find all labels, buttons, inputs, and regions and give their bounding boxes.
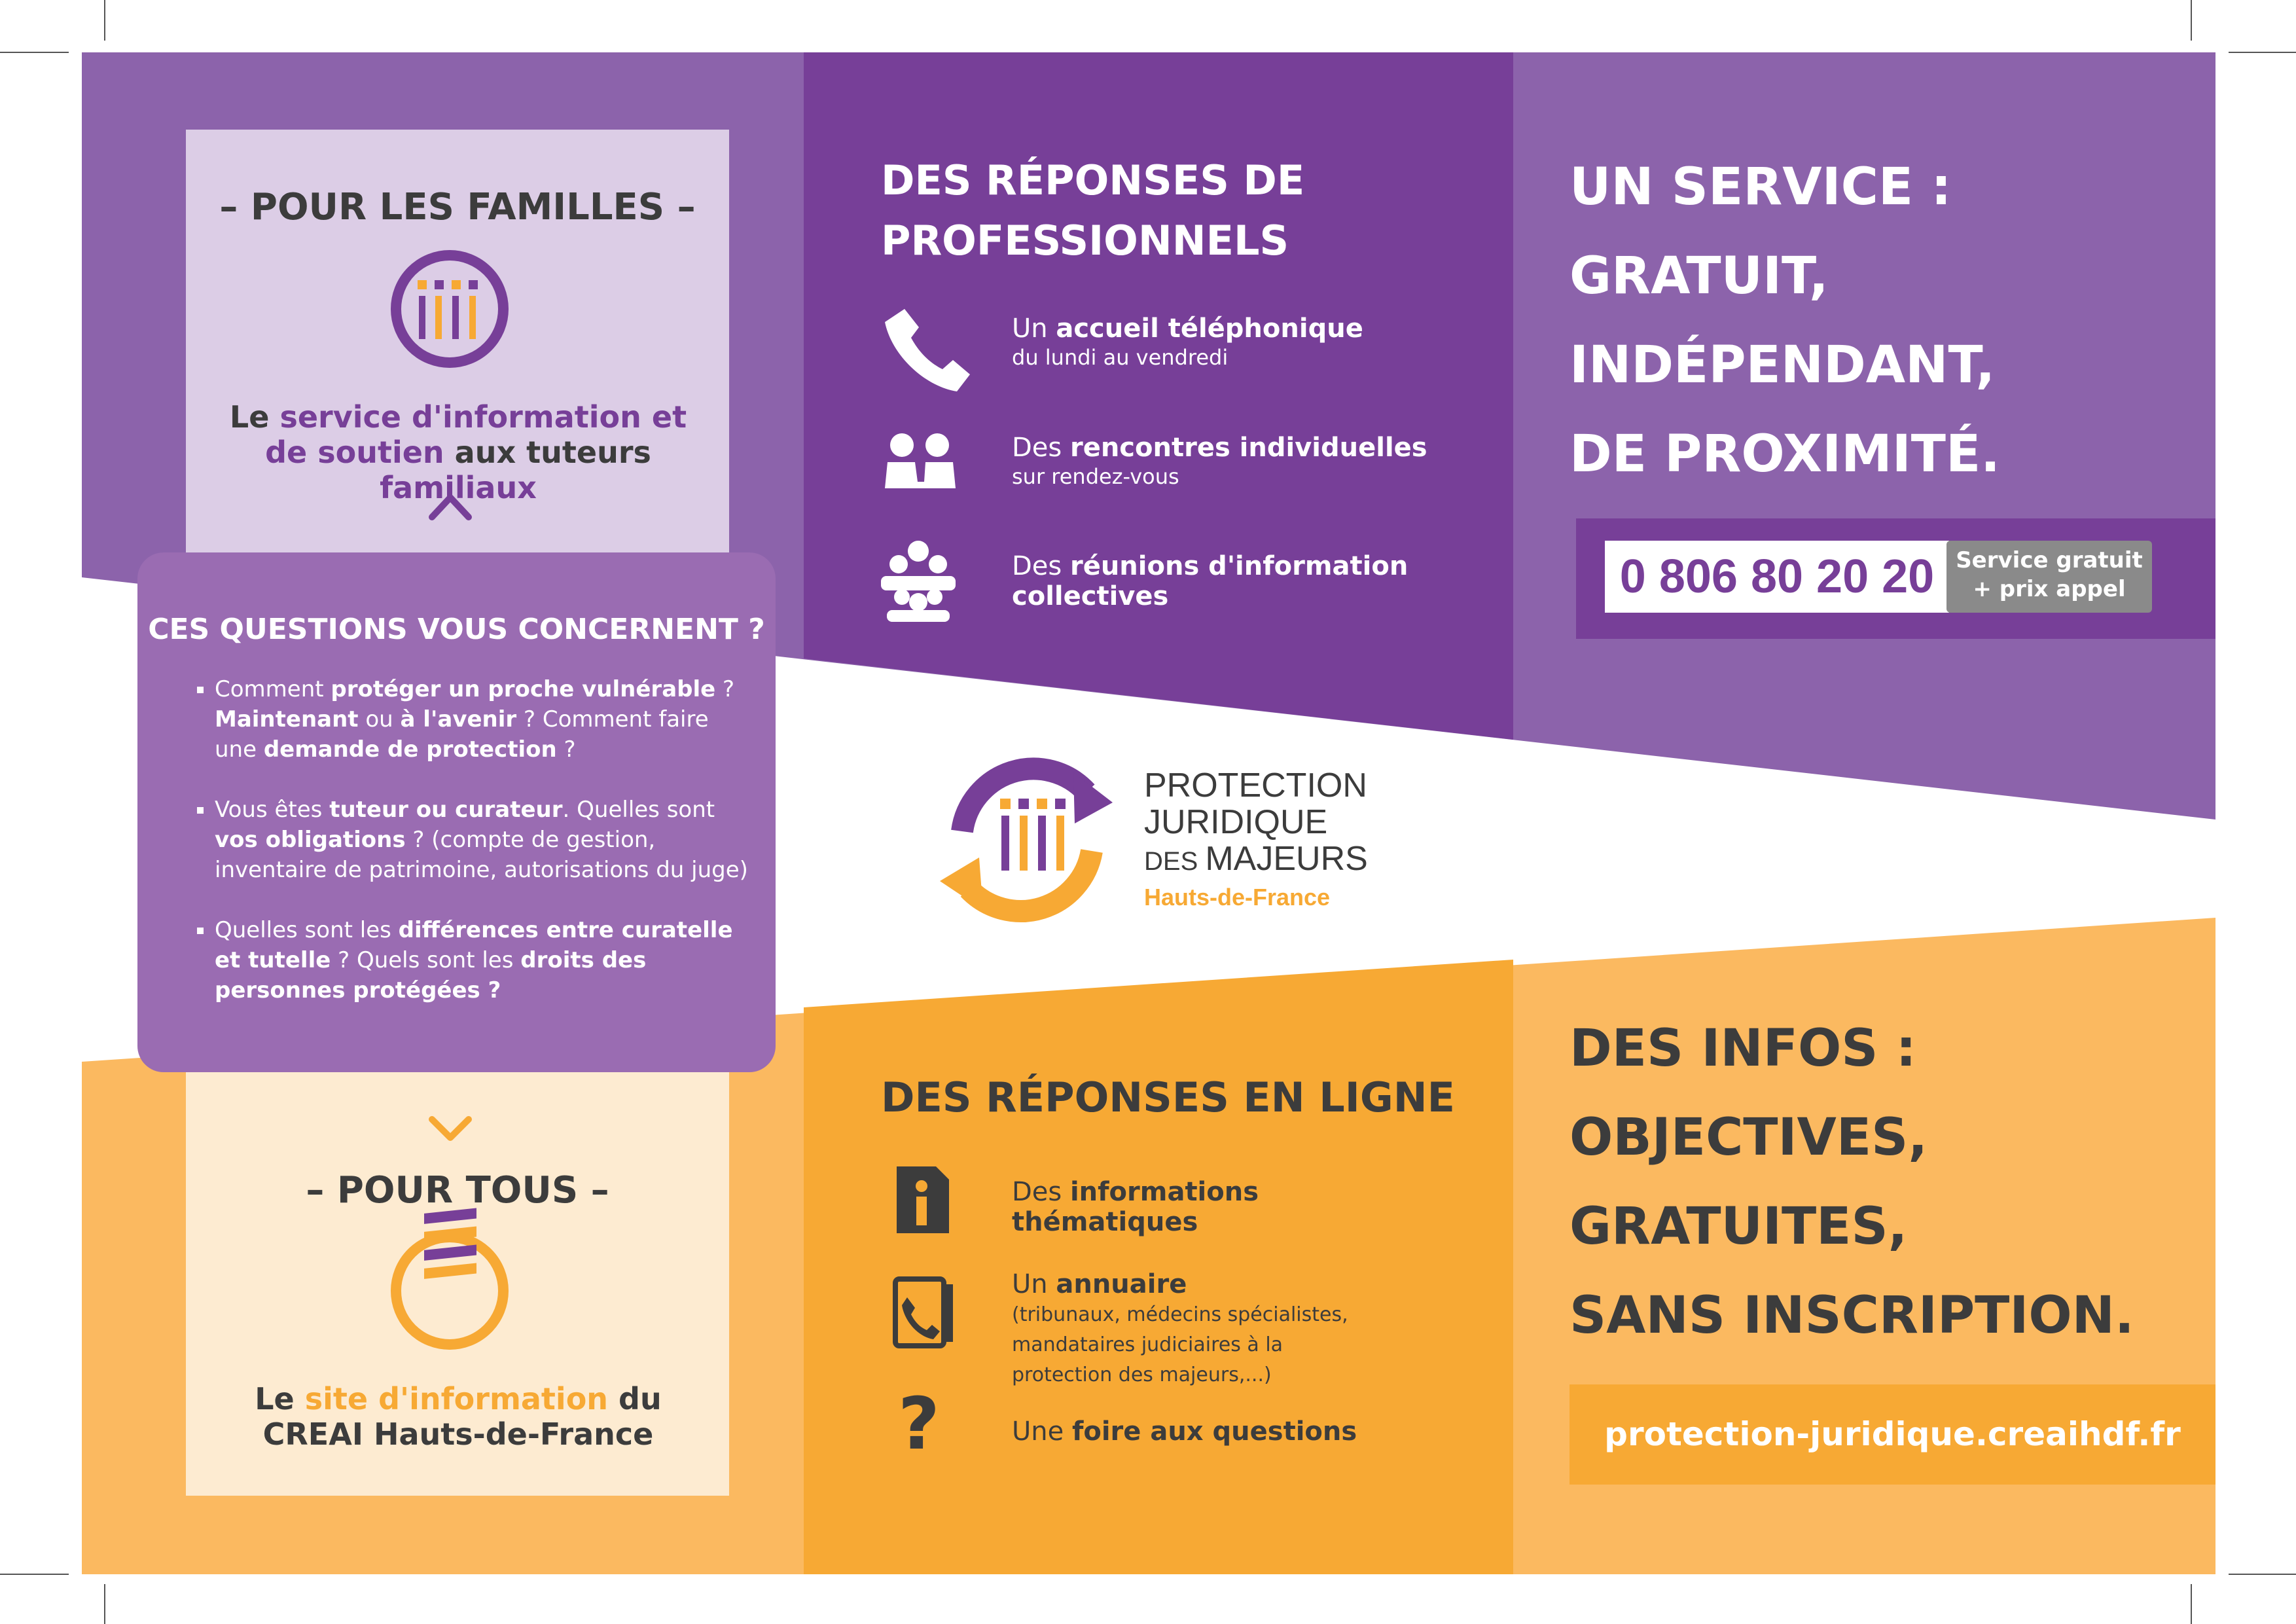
familles-description [216,399,700,505]
badge-line-2: + prix appel [1973,576,2126,602]
logo-region: Hauts-de-France [1144,884,1331,911]
phone-badge [1946,546,2152,604]
phone-number[interactable]: 0 806 80 20 20 [1619,550,1935,603]
online-title: DES RÉPONSES EN LIGNE [881,1074,1455,1121]
tous-description [236,1381,681,1452]
familles-desc-part2: service d'information et de soutien [265,399,687,470]
service-line-4: DE PROXIMITÉ. [1570,425,2000,484]
service-line-2: GRATUIT, [1570,247,1829,306]
logo-line-2: JURIDIQUE [1144,803,1328,841]
orange-middle-panel [804,960,1513,1574]
info-icon [897,1166,949,1233]
tous-desc-part3: du CREAI Hauts-de-France [262,1381,662,1452]
infos-line-4: SANS INSCRIPTION. [1570,1286,2134,1345]
infos-line-3: GRATUITES, [1570,1197,1908,1256]
familles-heading: – POUR LES FAMILLES – [219,186,696,228]
infos-headline [1570,1004,2211,1360]
pro-item-phone: Un accueil téléphonique du lundi au vendredi [1012,314,1363,370]
question-item-1: ▪ Comment protéger un proche vulnérable ? Maintenant ou à l'avenir ? Comment faire une demande de protection ? [215,674,751,765]
familles-desc-part4: familiaux [380,470,537,505]
question-icon: ? [898,1382,940,1466]
badge-line-1: Service gratuit [1956,547,2143,573]
pjm-logo-text [1144,767,1380,915]
infos-line-1: DES INFOS : [1570,1019,1916,1078]
question-item-3: ▪ Quelles sont les différences entre curatelle et tutelle ? Quels sont les droits des personnes protégées ? [215,915,751,1005]
tous-desc-part2: site d'information [304,1381,609,1416]
online-item-faq: Une foire aux questions [1012,1416,1357,1447]
tous-desc-part1: Le [255,1381,305,1416]
logo-line-1: PROTECTION [1144,767,1367,804]
questions-title: CES QUESTIONS VOUS CONCERNENT ? [148,613,765,646]
familles-desc-part3: aux tuteurs [444,435,651,470]
question-item-2: ▪ Vous êtes tuteur ou curateur. Quelles sont vos obligations ? (compte de gestion, inventaire de patrimoine, autorisations du juge) [215,795,751,885]
infos-line-2: OBJECTIVES, [1570,1108,1928,1167]
pjm-logo-graphic [923,746,1132,936]
questions-list [177,674,751,1036]
online-item-directory: Un annuaire (tribunaux, médecins spécialistes, mandataires judiciaires à la protection des majeurs,...) [1012,1269,1348,1386]
pro-item-meeting: Des rencontres individuelles sur rendez-vous [1012,433,1427,489]
online-item-info: Des informations thématiques [1012,1177,1259,1237]
pro-title: DES RÉPONSES DE PROFESSIONNELS [881,156,1305,264]
pro-item-group: Des réunions d'information collectives [1012,551,1408,611]
website-link[interactable]: protection-juridique.creaihdf.fr [1604,1415,2181,1453]
logo-line-3: DES MAJEURS [1144,840,1368,878]
familles-desc-part1: Le [229,399,280,435]
tous-heading: – POUR TOUS – [306,1169,609,1212]
service-headline [1570,143,2211,499]
service-line-3: INDÉPENDANT, [1570,336,1996,395]
service-line-1: UN SERVICE : [1570,158,1952,217]
